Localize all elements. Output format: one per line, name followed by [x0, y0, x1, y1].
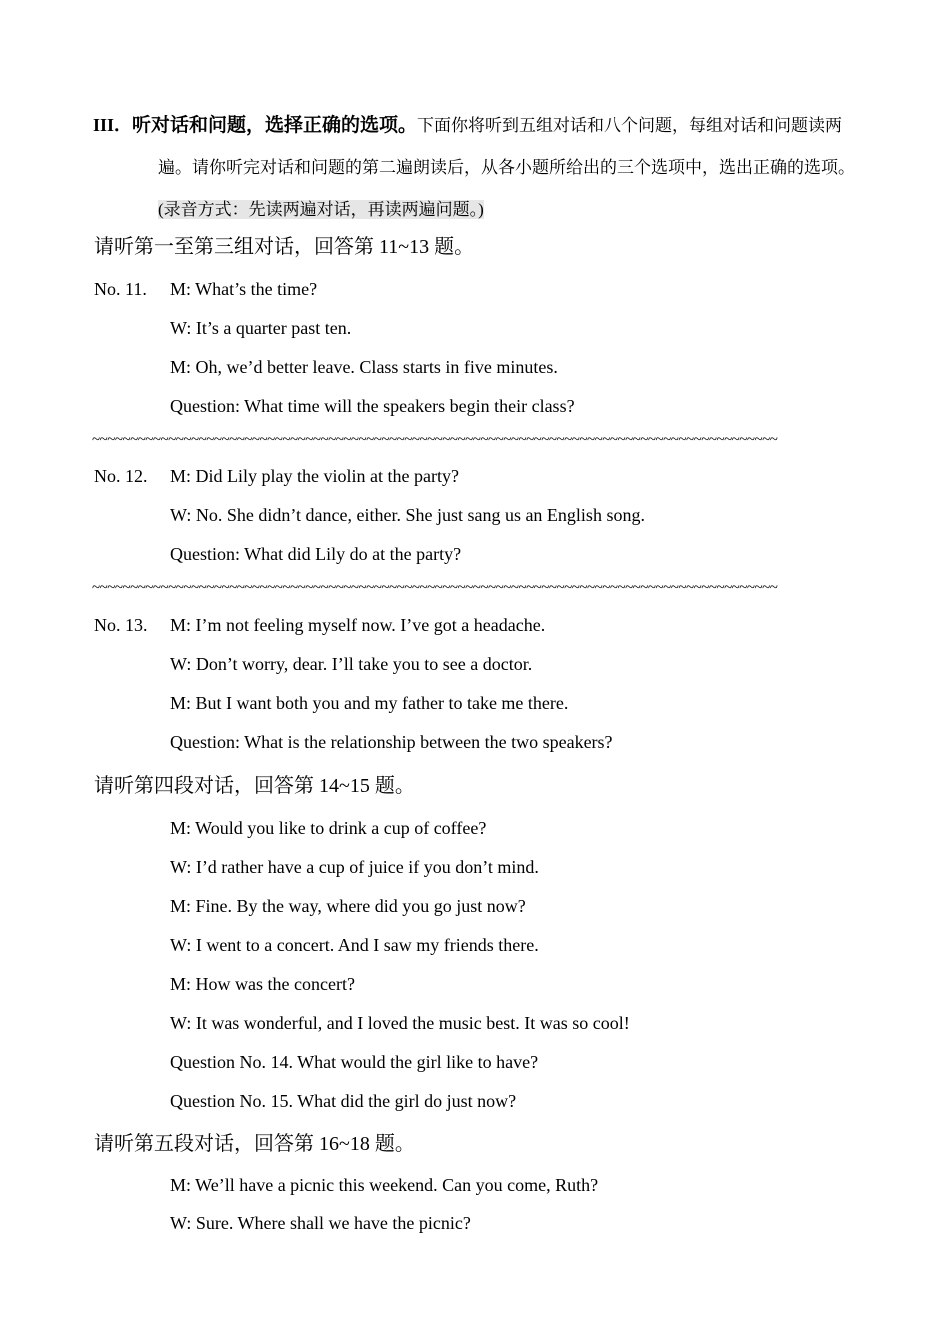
question-number-12: No. 12. [94, 466, 148, 486]
question-number-13: No. 13. [94, 615, 148, 635]
question-line: Question: What is the relationship between the two speakers? [170, 732, 613, 752]
recording-mode-note: (录音方式：先读两遍对话，再读两遍问题。) [158, 200, 484, 219]
dialogue-line: W: Sure. Where shall we have the picnic? [170, 1213, 471, 1233]
dialogue-line: M: Did Lily play the violin at the party? [170, 466, 459, 486]
dialogue-line: W: It’s a quarter past ten. [170, 318, 352, 338]
dialogue-line: M: But I want both you and my father to take me there. [170, 693, 569, 713]
section-heading [93, 104, 863, 231]
separator-line: ~~~~~~~~~~~~~~~~~~~~~~~~~~~~~~~~~~~~~~~~~~~~~~~~~~~~~~~~~~~~~~~~~~~~~~~~~~~~~~~~~~~~~~~~~~ [92, 580, 778, 596]
group-title-3: 请听第五段对话，回答第 16~18 题。 [94, 1133, 415, 1155]
section-instructions: 下面你将听到五组对话和八个问题，每组对话和问题读两遍。请你听完对话和问题的第二遍朗读后，从各小题所给出的三个选项中，选出正确的选项。 [158, 116, 855, 177]
question-line: Question: What time will the speakers begin their class? [170, 396, 575, 416]
section-heading-paragraph [93, 104, 863, 231]
dialogue-line: M: We’ll have a picnic this weekend. Can you come, Ruth? [170, 1175, 599, 1195]
dialogue-line: M: What’s the time? [170, 279, 318, 299]
question-line: Question No. 14. What would the girl like to have? [170, 1052, 539, 1072]
group-title-1: 请听第一至第三组对话，回答第 11~13 题。 [94, 236, 475, 258]
dialogue-line: W: No. She didn’t dance, either. She just sang us an English song. [170, 505, 645, 525]
dialogue-line: M: How was the concert? [170, 974, 355, 994]
dialogue-line: M: Oh, we’d better leave. Class starts in five minutes. [170, 357, 558, 377]
dialogue-line: W: Don’t worry, dear. I’ll take you to see a doctor. [170, 654, 533, 674]
dialogue-line: M: Fine. By the way, where did you go just now? [170, 896, 526, 916]
separator-line: ~~~~~~~~~~~~~~~~~~~~~~~~~~~~~~~~~~~~~~~~~~~~~~~~~~~~~~~~~~~~~~~~~~~~~~~~~~~~~~~~~~~~~~~~~~ [92, 432, 778, 448]
dialogue-line: M: Would you like to drink a cup of coffee? [170, 818, 487, 838]
question-line: Question: What did Lily do at the party? [170, 544, 462, 564]
dialogue-line: W: I’d rather have a cup of juice if you don’t mind. [170, 857, 539, 877]
group-title-2: 请听第四段对话，回答第 14~15 题。 [94, 775, 415, 797]
dialogue-line: M: I’m not feeling myself now. I’ve got a headache. [170, 615, 546, 635]
question-line: Question No. 15. What did the girl do just now? [170, 1091, 517, 1111]
section-number: III． [93, 115, 133, 135]
dialogue-line: W: It was wonderful, and I loved the music best. It was so cool! [170, 1013, 630, 1033]
dialogue-line: W: I went to a concert. And I saw my friends there. [170, 935, 539, 955]
question-number-11: No. 11. [94, 279, 147, 299]
section-title: 听对话和问题，选择正确的选项。 [132, 115, 418, 136]
